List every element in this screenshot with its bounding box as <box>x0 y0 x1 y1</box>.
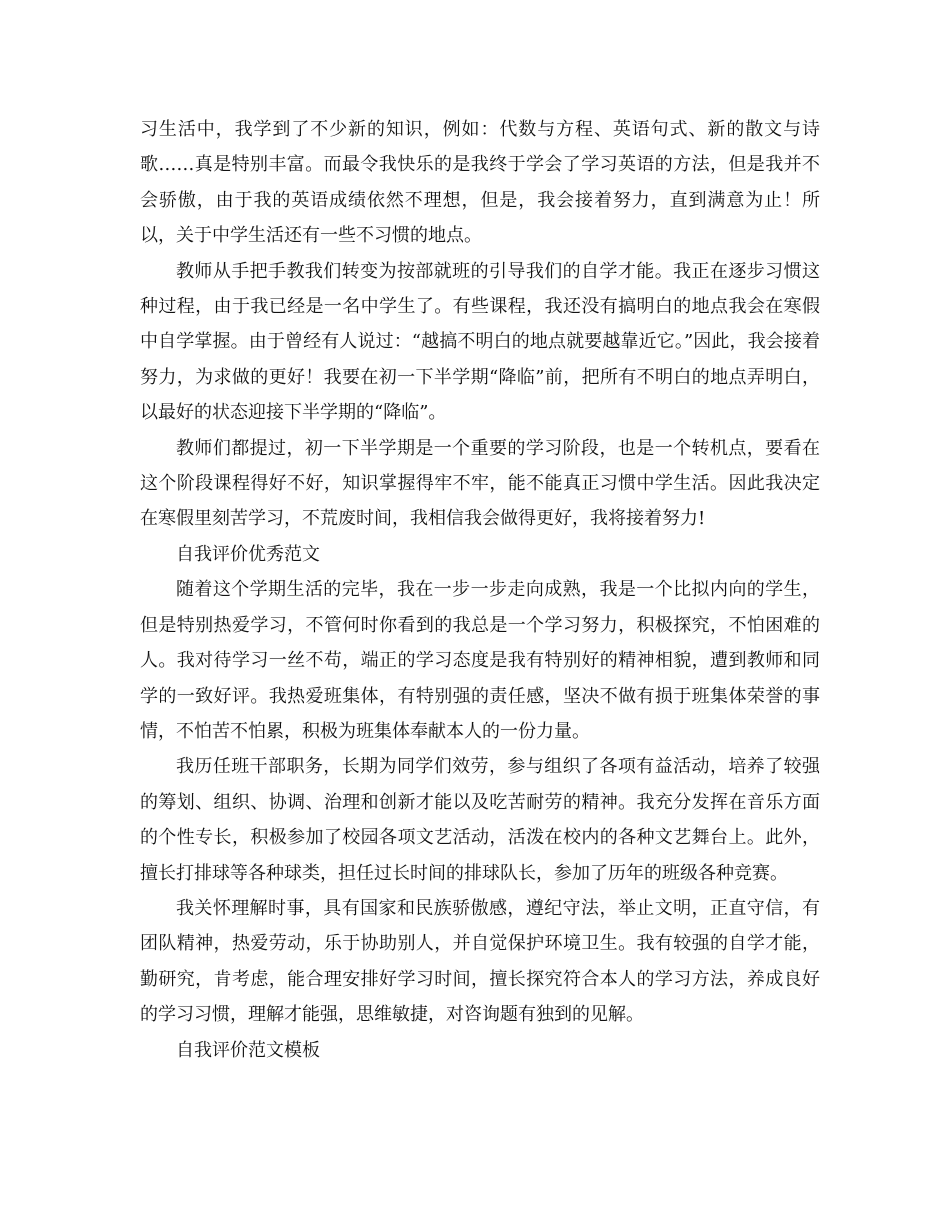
document-body <box>140 112 820 1068</box>
paragraph-study-attitude: 随着这个学期生活的完毕，我在一步一步走向成熟，我是一个比拟内向的学生，但是特别热爱学习，不管何时你看到的我总是一个学习努力，积极探究，不怕困难的人。我对待学习一丝不苟，端正的学习态度是我有特别好的精神相貌，遭到教师和同学的一致好评。我热爱班集体，有特别强的责任感，坚决不做有损于班集体荣誉的事情，不怕苦不怕累，积极为班集体奉献本人的一份力量。 <box>140 579 820 742</box>
paragraph-teacher-guidance: 教师从手把手教我们转变为按部就班的引导我们的自学才能。我正在逐步习惯这种过程，由于我已经是一名中学生了。有些课程，我还没有搞明白的地点我会在寒假中自学掌握。由于曾经有人说过：“越搞不明白的地点就要越靠近它。”因此，我会接着努力，为求做的更好！我要在初一下半学期“降临”前，把所有不明白的地点弄明白，以最好的状态迎接下半学期的“降临”。 <box>140 260 820 424</box>
section-heading-excellent-sample: 自我评价优秀范文 <box>176 543 320 565</box>
paragraph-second-semester: 教师们都提过，初一下半学期是一个重要的学习阶段，也是一个转机点，要看在这个阶段课程得好不好，知识掌握得牢不牢，能不能真正习惯中学生活。因此我决定在寒假里刻苦学习，不荒废时间，我相信我会做得更好，我将接着努力! <box>140 437 820 530</box>
paragraph-continuation: 习生活中，我学到了不少新的知识，例如：代数与方程、英语句式、新的散文与诗歌……真是特别丰富。而最令我快乐的是我终于学会了学习英语的方法，但是我并不会骄傲，由于我的英语成绩依然不理想，但是，我会接着努力，直到满意为止！所以，关于中学生活还有一些不习惯的地点。 <box>140 119 820 247</box>
paragraph-class-cadre: 我历任班干部职务，长期为同学们效劳，参与组织了各项有益活动，培养了较强的筹划、组织、协调、治理和创新才能以及吃苦耐劳的精神。我充分发挥在音乐方面的个性专长，积极参加了校园各项文艺活动，活泼在校内的各种文艺舞台上。此外，擅长打排球等各种球类，担任过长时间的排球队长，参加了历年的班级各种竞赛。 <box>140 756 820 884</box>
section-heading-sample-template: 自我评价范文模板 <box>176 1039 320 1061</box>
paragraph-character: 我关怀理解时事，具有国家和民族骄傲感，遵纪守法，举止文明，正直守信，有团队精神，热爱劳动，乐于协助别人，并自觉保护环境卫生。我有较强的自学才能，勤研究，肯考虑，能合理安排好学习时间，擅长探究符合本人的学习方法，养成良好的学习习惯，理解才能强，思维敏捷，对咨询题有独到的见解。 <box>140 897 820 1026</box>
